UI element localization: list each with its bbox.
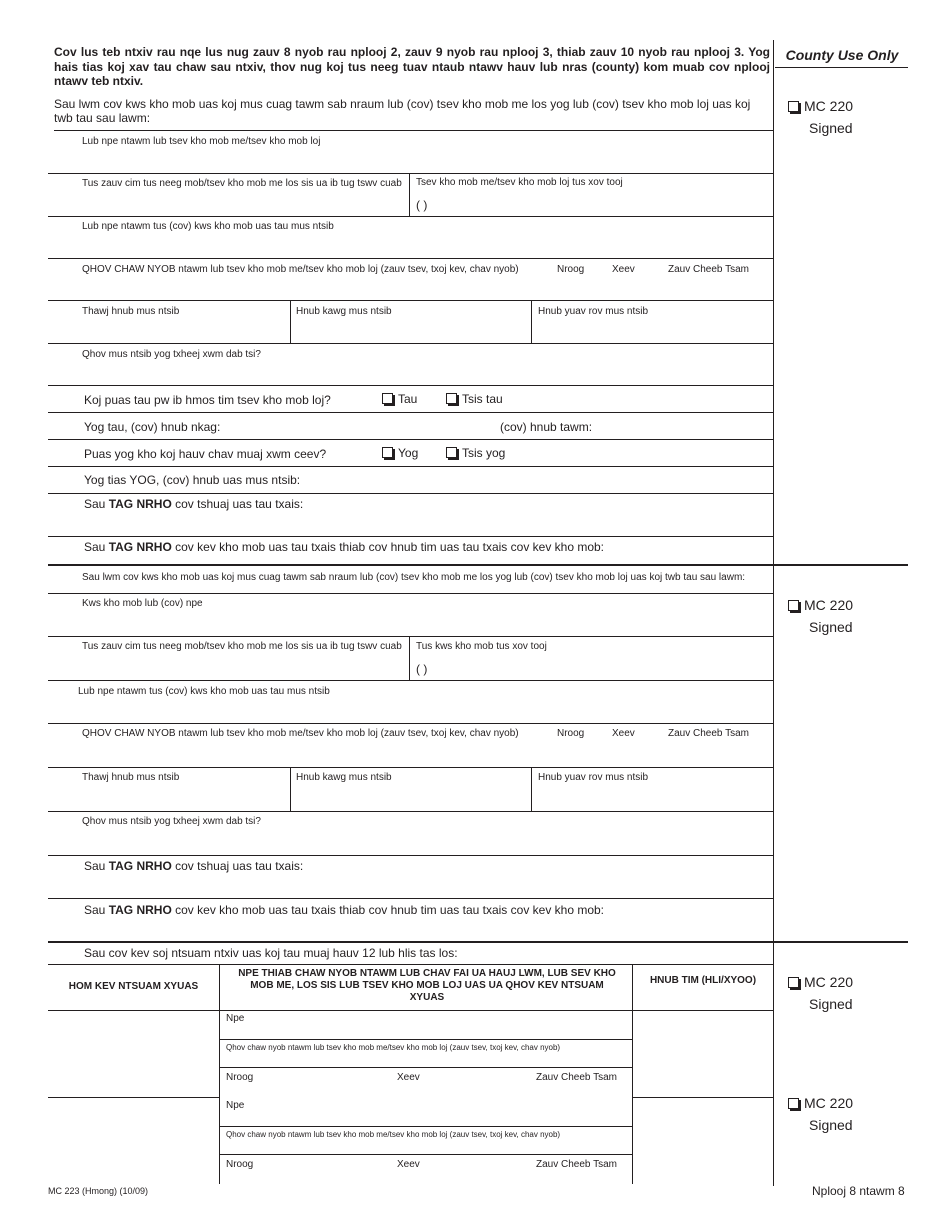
col-place-header: NPE THIAB CHAW NYOB NTAWM LUB CHAV FAI UA HAUJ LWM, LUB SEV KHO MOB ME, LOS SIS LUB TSEV KHO MOB LOJ UAS UA QHOV KEV NTSUAM XYUAS (238, 968, 616, 1003)
checkbox-icon[interactable] (446, 447, 457, 458)
page-number: Nplooj 8 ntawm 8 (812, 1184, 905, 1198)
er-question: Puas yog kho koj hauv chav muaj xwm ceev? (84, 447, 327, 461)
next-visit-label: Hnub yuav rov mus ntsib (538, 306, 649, 317)
mc220-signed-3[interactable]: MC 220 Signed (788, 971, 853, 1015)
mc220-signed-2[interactable]: MC 220 Signed (788, 594, 853, 638)
rule (48, 173, 774, 174)
checkbox-icon[interactable] (382, 393, 393, 404)
er-yes-option[interactable]: Yog (382, 446, 418, 460)
section1-instruction: Sau lwm cov kws kho mob uas koj mus cuag tawm sab nraum lub (cov) tsev kho mob me los yog lub (cov) tsev kho mob loj uas koj twb tau sau lawm: (54, 97, 751, 125)
doctor-phone-area[interactable]: ( ) (416, 662, 428, 676)
checkbox-icon[interactable] (788, 1098, 799, 1109)
row1-address-label: Qhov chaw nyob ntawm lub tsev kho mob me/tsev kho mob loj (zauv tsev, txoj kev, chav nyob) (226, 1043, 561, 1052)
rule (48, 439, 774, 440)
form-intro: Cov lus teb ntxiv rau nqe lus nug zauv 8 nyob rau nplooj 2, zauv 9 nyob rau nplooj 3, thiab zauv 10 nyob rau nplooj 3. Yog hais tias koj xav tau chaw sau ntxiv, thov nug koj tus neeg tuav ntaub ntawv hauv lub nras (county) kom muab cov nplooj ntawv teb ntxiv. (54, 45, 770, 88)
overnight-question: Koj puas tau pw ib hmos tim tsev kho mob loj? (84, 393, 331, 407)
clinic-name-label: Lub npe ntawm lub tsev kho mob me/tsev kho mob loj (82, 136, 321, 147)
treatments-label-2: Sau TAG NRHO cov kev kho mob uas tau txais thiab cov hnub tim uas tau txais cov kev kho mob: (84, 903, 605, 917)
zip-label-2: Zauv Cheeb Tsam (668, 728, 749, 739)
checkbox-icon[interactable] (788, 977, 799, 988)
row2-city-label: Nroog (226, 1159, 254, 1170)
row2-address-label: Qhov chaw nyob ntawm lub tsev kho mob me/tsev kho mob loj (zauv tsev, txoj kev, chav nyob) (226, 1130, 561, 1139)
overnight-no-option[interactable]: Tsis tau (446, 392, 503, 406)
rule (48, 536, 774, 537)
row2-name-label: Npe (226, 1100, 245, 1111)
patient-id-label: Tus zauv cim tus neeg mob/tsev kho mob me los sis ua ib tug tswv cuab (82, 178, 402, 189)
form-id: MC 223 (Hmong) (10/09) (48, 1186, 149, 1196)
doctor-name-label: Lub npe ntawm tus (cov) kws kho mob uas tau mus ntsib (82, 221, 334, 232)
first-visit-label: Thawj hnub mus ntsib (82, 306, 180, 317)
rule (48, 1097, 220, 1098)
rule (219, 1154, 632, 1155)
rule (48, 855, 774, 856)
next-visit-label-2: Hnub yuav rov mus ntsib (538, 772, 649, 783)
rule (219, 1067, 632, 1068)
divider (409, 173, 410, 216)
rule (48, 258, 774, 259)
row1-name-label: Npe (226, 1013, 245, 1024)
checkbox-icon[interactable] (446, 393, 457, 404)
last-visit-label-2: Hnub kawg mus ntsib (296, 772, 392, 783)
discharge-date-label: (cov) hnub tawm: (500, 420, 593, 434)
row1-city-label: Nroog (226, 1072, 254, 1083)
row1-zip-label: Zauv Cheeb Tsam (536, 1072, 617, 1083)
section-divider (48, 941, 908, 943)
rule (48, 898, 774, 899)
last-visit-label: Hnub kawg mus ntsib (296, 306, 392, 317)
rule (48, 385, 774, 386)
divider (290, 300, 291, 343)
mc220-signed-1[interactable]: MC 220 Signed (788, 95, 853, 139)
row2-state-label: Xeev (397, 1159, 420, 1170)
rule (48, 636, 774, 637)
checkbox-icon[interactable] (788, 600, 799, 611)
patient-id-label-2: Tus zauv cim tus neeg mob/tsev kho mob me los sis ua ib tug tswv cuab (82, 641, 402, 652)
row2-zip-label: Zauv Cheeb Tsam (536, 1159, 617, 1170)
clinic-address-label: QHOV CHAW NYOB ntawm lub tsev kho mob me/tsev kho mob loj (zauv tsev, txoj kev, chav nyob) (82, 264, 519, 275)
rule (48, 593, 774, 594)
rule (48, 493, 774, 494)
city-label-2: Nroog (557, 728, 585, 739)
rule (48, 811, 774, 812)
er-dates-label: Yog tias YOG, (cov) hnub uas mus ntsib: (84, 473, 301, 487)
er-no-option[interactable]: Tsis yog (446, 446, 505, 460)
visited-name-label-2: Lub npe ntawm tus (cov) kws kho mob uas tau mus ntsib (78, 686, 330, 697)
rule (48, 343, 774, 344)
rule (219, 1126, 632, 1127)
divider (290, 767, 291, 811)
col-test-header: HOM KEV NTSUAM XYUAS (68, 981, 199, 992)
county-header-rule (775, 67, 908, 68)
divider (219, 964, 220, 1184)
rule (48, 964, 774, 965)
rule (48, 1010, 774, 1011)
section3-instruction: Sau cov kev soj ntsuam ntxiv uas koj tau muaj hauv 12 lub hlis tas los: (84, 946, 458, 960)
first-visit-label-2: Thawj hnub mus ntsib (82, 772, 180, 783)
admit-date-label: Yog tau, (cov) hnub nkag: (84, 420, 221, 434)
state-label-2: Xeev (612, 728, 635, 739)
county-use-only-label: County Use Only (785, 47, 899, 63)
rule (632, 1097, 774, 1098)
city-label: Nroog (557, 264, 585, 275)
col-date-header: HNUB TIM (HLI/XYOO) (649, 975, 757, 986)
rule (48, 466, 774, 467)
divider (409, 636, 410, 680)
visit-reason-label-2: Qhov mus ntsib yog txheej xwm dab tsi? (82, 816, 261, 827)
overnight-yes-option[interactable]: Tau (382, 392, 417, 406)
clinic-address-label-2: QHOV CHAW NYOB ntawm lub tsev kho mob me/tsev kho mob loj (zauv tsev, txoj kev, chav nyob) (82, 728, 519, 739)
mc220-signed-4[interactable]: MC 220 Signed (788, 1092, 853, 1136)
rule (48, 300, 774, 301)
county-column-divider (773, 40, 774, 1186)
doctor-name-label-2: Kws kho mob lub (cov) npe (82, 598, 203, 609)
checkbox-icon[interactable] (382, 447, 393, 458)
rule (219, 1039, 632, 1040)
divider (531, 767, 532, 811)
row1-state-label: Xeev (397, 1072, 420, 1083)
checkbox-icon[interactable] (788, 101, 799, 112)
treatments-label: Sau TAG NRHO cov kev kho mob uas tau txais thiab cov hnub tim uas tau txais cov kev kho mob: (84, 540, 605, 554)
section-divider (48, 564, 908, 566)
zip-label: Zauv Cheeb Tsam (668, 264, 749, 275)
section2-instruction: Sau lwm cov kws kho mob uas koj mus cuag tawm sab nraum lub (cov) tsev kho mob me los yog lub (cov) tsev kho mob loj uas koj twb tau sau lawm: (82, 572, 746, 583)
clinic-phone-area[interactable]: ( ) (416, 198, 428, 212)
rule (48, 680, 774, 681)
state-label: Xeev (612, 264, 635, 275)
divider (632, 964, 633, 1184)
rule (54, 130, 774, 131)
rule (48, 216, 774, 217)
doctor-phone-label: Tus kws kho mob tus xov tooj (416, 641, 547, 652)
medications-label-2: Sau TAG NRHO cov tshuaj uas tau txais: (84, 859, 304, 873)
rule (48, 412, 774, 413)
medications-label: Sau TAG NRHO cov tshuaj uas tau txais: (84, 497, 304, 511)
visit-reason-label: Qhov mus ntsib yog txheej xwm dab tsi? (82, 349, 261, 360)
rule (48, 767, 774, 768)
divider (531, 300, 532, 343)
rule (48, 723, 774, 724)
clinic-phone-label: Tsev kho mob me/tsev kho mob loj tus xov tooj (416, 177, 623, 188)
